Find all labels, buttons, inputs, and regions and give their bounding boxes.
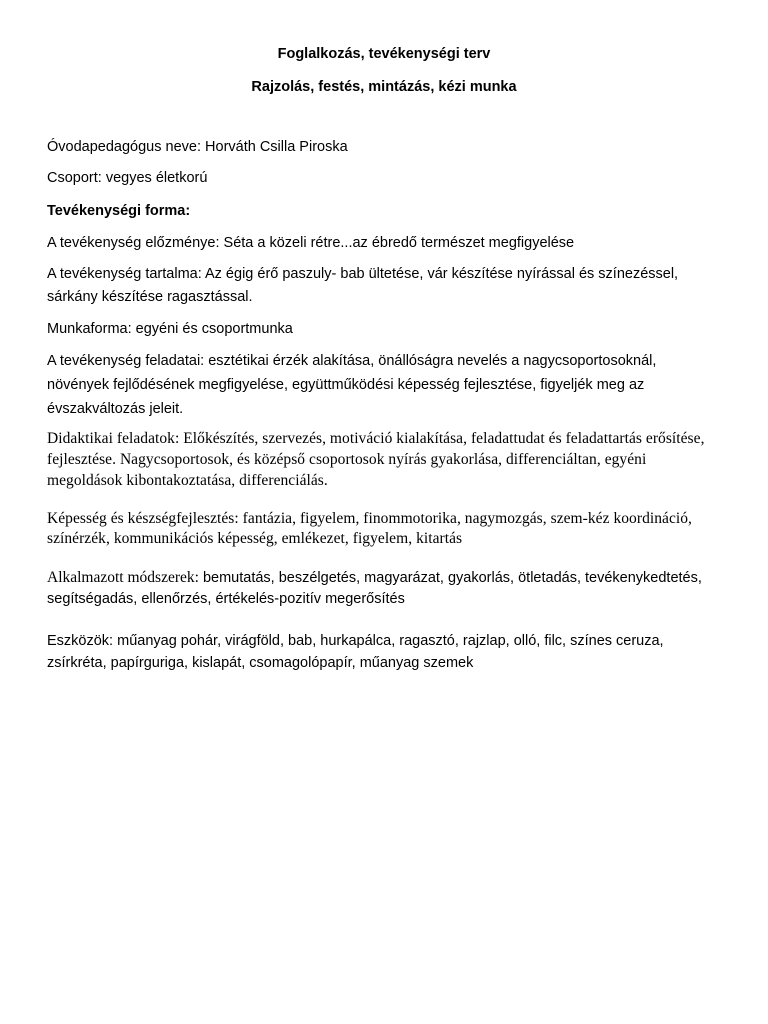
group-label: Csoport:	[47, 170, 102, 186]
tasks-label: A tevékenység feladatai:	[47, 353, 205, 369]
content-value: Az égig érő paszuly- bab ültetése, vár készítése nyírással és színezéssel, sárkány készítése ragasztással.	[47, 266, 679, 305]
work-form-label: Munkaforma:	[47, 321, 132, 337]
form-heading: Tevékenységi forma:	[47, 203, 191, 219]
didactic-label: Didaktikai feladatok:	[47, 430, 180, 447]
skills-paragraph	[47, 509, 737, 549]
antecedent-line	[47, 232, 727, 255]
teacher-name: Horváth Csilla Piroska	[205, 139, 348, 155]
tools-label: Eszközök:	[47, 633, 114, 649]
content-paragraph	[47, 263, 697, 309]
methods-paragraph	[47, 567, 707, 610]
didactic-paragraph	[47, 428, 722, 491]
tools-paragraph	[47, 630, 707, 674]
work-form-value: egyéni és csoportmunka	[135, 321, 293, 337]
tasks-paragraph	[47, 349, 697, 421]
antecedent-value: Séta a közeli rétre...az ébredő természet megfigyelése	[223, 235, 575, 251]
methods-value: bemutatás, beszélgetés, magyarázat, gyakorlás, ötletadás, tevékenykedtetés, segítségadás, ellenőrzés, értékelés-pozitív megerősítés	[47, 570, 702, 607]
tasks-value: esztétikai érzék alakítása, önállóságra nevelés a nagycsoportosoknál, növények fejlődésének megfigyelése, együttműködési képesség fejlesztése, figyeljék meg az évszakváltozás jeleit.	[47, 353, 657, 417]
document-subtitle: Rajzolás, festés, mintázás, kézi munka	[251, 79, 517, 95]
antecedent-label: A tevékenység előzménye:	[47, 235, 220, 251]
teacher-line	[47, 136, 727, 159]
didactic-value: Előkészítés, szervezés, motiváció kialakítása, feladattudat és feladattartás erősítése, fejlesztése. Nagycsoportosok, és középső csoportosok nyírás gyakorlása, differenciáltan, egyéni megoldások kibontakoztatása, differenciálás.	[47, 430, 705, 489]
document-title: Foglalkozás, tevékenységi terv	[277, 46, 491, 62]
skills-value: fantázia, figyelem, finommotorika, nagymozgás, szem-kéz koordináció, színérzék, kommunikációs képesség, emlékezet, figyelem, kitartás	[47, 510, 692, 547]
skills-label: Képesség és készségfejlesztés:	[47, 510, 239, 527]
content-label: A tevékenység tartalma:	[47, 266, 202, 282]
tools-value: műanyag pohár, virágföld, bab, hurkapálca, ragasztó, rajzlap, olló, filc, színes ceruza, zsírkréta, papírguriga, kislapát, csomagolópapír, műanyag szemek	[47, 633, 664, 671]
methods-label: Alkalmazott módszerek:	[47, 569, 199, 586]
group-line	[47, 167, 727, 190]
group-value: vegyes életkorú	[105, 170, 208, 186]
teacher-label: Óvodapedagógus neve:	[47, 139, 201, 155]
work-form-line	[47, 318, 727, 341]
